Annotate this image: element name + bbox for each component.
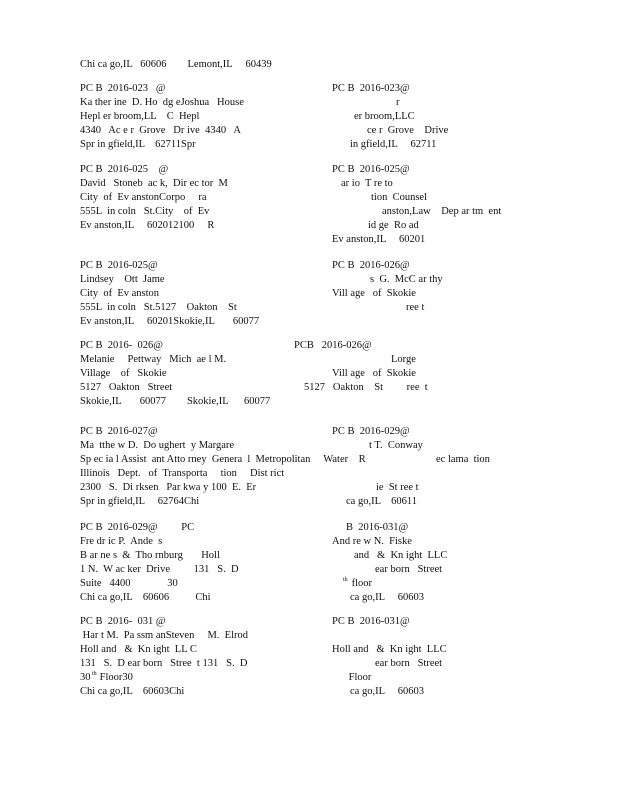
city-line: Chi ca go,IL 60603Chi	[80, 686, 185, 697]
case-number: PC B 2016-025@	[332, 164, 410, 175]
city-line: Spr in gfield,IL 62711Spr	[80, 139, 196, 150]
contact-name: r	[396, 97, 400, 108]
floor-line: floor	[349, 578, 373, 589]
organization: ec lama tion	[436, 454, 490, 465]
contact-name: ar io T re to	[341, 178, 393, 189]
ordinal-suffix: th	[343, 577, 348, 583]
case-number: PC B 2016- 031 @	[80, 616, 166, 627]
contact-name: Ma tthe w D. Do ughert y Margare	[80, 440, 235, 451]
case-number: PC B 2016-026@	[332, 260, 410, 271]
organization: Hepl er broom,LL C Hepl	[80, 111, 200, 122]
contact-name: And re w N. Fiske	[332, 536, 412, 547]
organization: City of Ev anston	[80, 288, 160, 299]
contact-name: Har t M. Pa ssm anSteven M. Elrod	[80, 630, 248, 641]
organization: Village of Skokie	[80, 368, 167, 379]
organization: B ar ne s & Tho rnburg Holl	[80, 550, 220, 561]
floor-number: 30	[80, 672, 91, 683]
case-number: B 2016-031@	[346, 522, 409, 533]
case-number: PC B 2016-023 @	[80, 83, 166, 94]
organization: Holl and & Kn ight LL C	[80, 644, 197, 655]
street-address: 555L in coln St.5127 Oakton St	[80, 302, 237, 313]
city-line: ca go,IL 60603	[350, 686, 424, 697]
case-number: PC B 2016-025@	[80, 260, 158, 271]
contact-name: s G. McC ar thy	[370, 274, 443, 285]
case-number: PC B 2016-029@	[332, 426, 410, 437]
case-number: PC B 2016- 026@	[80, 340, 163, 351]
city-line: ca go,IL 60603	[350, 592, 424, 603]
case-number: PC B 2016-023@	[332, 83, 410, 94]
contact-name: Lindsey Ott Jame	[80, 274, 165, 285]
address-line: Chi ca go,IL 60606 Lemont,IL 60439	[80, 59, 272, 70]
case-number: PC B 2016-025 @	[80, 164, 169, 175]
street-address: 1 N. W ac ker Drive 131 S. D	[80, 564, 239, 575]
city-line: ca go,IL 60611	[346, 496, 417, 507]
contact-name: Lorge	[391, 354, 416, 365]
city-line: Spr in gfield,IL 62764Chi	[80, 496, 200, 507]
contact-name: Ka ther ine D. Ho dg eJoshua House	[80, 97, 244, 108]
city-line: Ev anston,IL 60201	[332, 234, 426, 245]
street-address: 131 S. D ear born Stree t 131 S. D	[80, 658, 248, 669]
city-line: Skokie,IL 60077 Skokie,IL 60077	[80, 396, 271, 407]
city-line: in gfield,IL 62711	[350, 139, 437, 150]
case-number: PC B 2016-029@ PC	[80, 522, 195, 533]
organization: and & Kn ight LLC	[354, 550, 448, 561]
organization: City of Ev anstonCorpo ra	[80, 192, 207, 203]
street-address: ree t	[406, 302, 425, 313]
street-address: ear born Street	[375, 658, 443, 669]
case-number: PCB 2016-026@	[294, 340, 372, 351]
suite-line: Suite 4400 30	[80, 578, 178, 589]
organization: tion Counsel	[371, 192, 428, 203]
city-line: Chi ca go,IL 60606 Chi	[80, 592, 211, 603]
street-address: 2300 S. Di rksen Par kwa y 100 E. Er	[80, 482, 257, 493]
organization: Vill age of Skokie	[332, 368, 416, 379]
organization: er broom,LLC	[354, 111, 415, 122]
organization: Holl and & Kn ight LLC	[332, 644, 447, 655]
floor-line: Floor30	[97, 672, 133, 683]
street-address: 5127 Oakton St ree t	[304, 382, 428, 393]
organization: Illinois Dept. of Transporta tion Dist rict	[80, 468, 285, 479]
title-line: Sp ec ia l Assist ant Atto rney Genera l Metropolitan Water R	[80, 454, 366, 465]
city-line: Ev anston,IL 602012100 R	[80, 220, 215, 231]
contact-name: Melanie Pettway Mich ae l M.	[80, 354, 227, 365]
organization: Vill age of Skokie	[332, 288, 416, 299]
street-address: 4340 Ac e r Grove Dr ive 4340 A	[80, 125, 241, 136]
city-line: Ev anston,IL 60201Skokie,IL 60077	[80, 316, 260, 327]
street-address: ce r Grove Drive	[367, 125, 449, 136]
street-address: ear born Street	[375, 564, 443, 575]
contact-name: Fre dr ic P. Ande s	[80, 536, 163, 547]
street-address: 5127 Oakton Street	[80, 382, 173, 393]
street-address: ie St ree t	[376, 482, 419, 493]
case-number: PC B 2016-031@	[332, 616, 410, 627]
case-number: PC B 2016-027@	[80, 426, 158, 437]
street-address: 555L in coln St.City of Ev	[80, 206, 210, 217]
floor-line: Floor	[346, 672, 372, 683]
ordinal-suffix: th	[92, 671, 97, 677]
street-address: id ge Ro ad	[368, 220, 419, 231]
contact-name: David Stoneb ac k, Dir ec tor M	[80, 178, 228, 189]
department: anston,Law Dep ar tm ent	[382, 206, 502, 217]
contact-name: t T. Conway	[369, 440, 423, 451]
